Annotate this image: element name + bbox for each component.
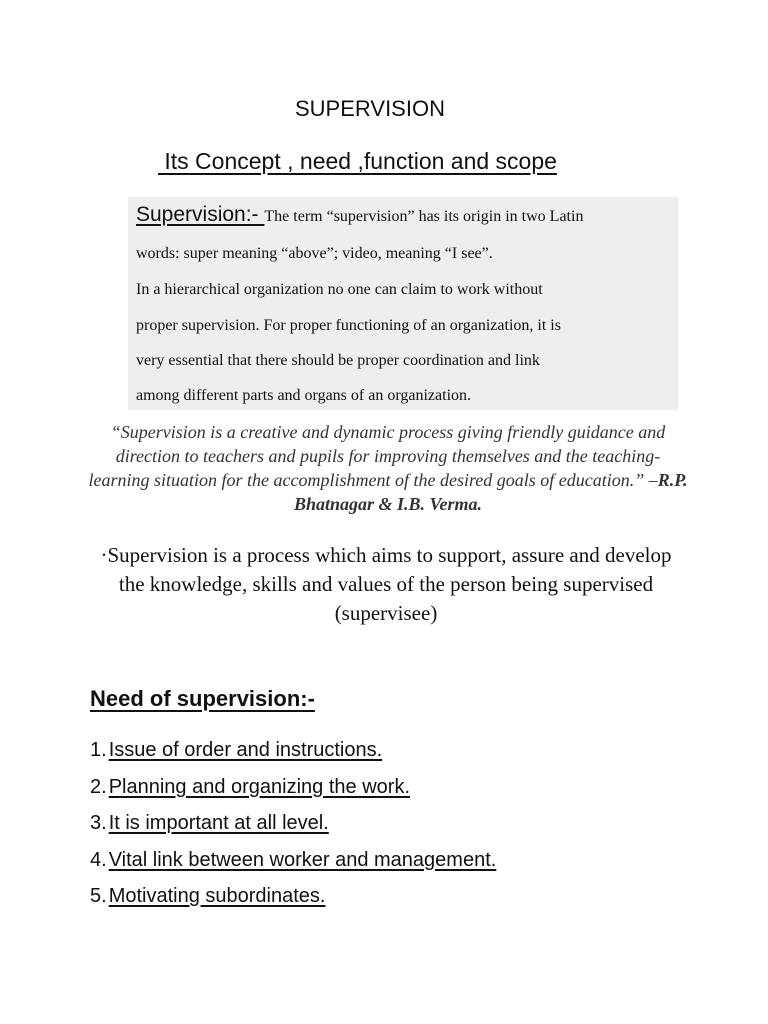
definition-line: among different parts and organs of an organization. (136, 387, 472, 404)
need-list (90, 736, 496, 919)
page-title: SUPERVISION (295, 96, 445, 121)
list-item-text: It is important at all level. (108, 812, 329, 834)
list-item (90, 809, 496, 846)
definition-line: words: super meaning “above”; video, meaning “I see”. (136, 245, 493, 262)
quote-attribution: R.P. Bhatnagar & I.B. Verma. (293, 470, 688, 514)
list-item-text: Planning and organizing the work. (108, 775, 410, 798)
list-item-number: 4. (90, 848, 107, 871)
list-item (90, 846, 496, 883)
definition-box (128, 197, 678, 410)
quote-text: “Supervision is a creative and dynamic process giving friendly guidance and direction to teachers and pupils for improving themselves and the teaching-learning situation for the accomplishment of the desired goals of education.” – (88, 422, 666, 490)
list-item-number: 3. (90, 812, 107, 834)
list-item-number: 1. (90, 739, 107, 761)
quote-block (88, 420, 688, 516)
list-item (90, 882, 496, 919)
definition-line: In a hierarchical organization no one can claim to work without (136, 281, 543, 298)
list-item-text: Vital link between worker and management. (108, 848, 497, 871)
list-item-number: 2. (90, 775, 107, 798)
list-item-text: Motivating subordinates. (108, 885, 326, 907)
definition-line (136, 203, 583, 227)
list-item-number: 5. (90, 885, 107, 907)
definition-line: proper supervision. For proper functioning of an organization, it is (136, 317, 561, 334)
need-heading: Need of supervision:- (90, 686, 315, 711)
definition-text: The term “supervision” has its origin in two Latin (264, 208, 584, 225)
page-subtitle: Its Concept , need ,function and scope (158, 148, 557, 174)
list-item-text: Issue of order and instructions. (108, 739, 383, 761)
list-item (90, 773, 496, 810)
process-paragraph: ·Supervision is a process which aims to support, assure and develop the knowledge, skills and values of the person being supervised (supervisee) (100, 543, 672, 625)
definition-line: very essential that there should be proper coordination and link (136, 352, 540, 369)
list-item (90, 736, 496, 773)
definition-label: Supervision:- (136, 203, 265, 226)
